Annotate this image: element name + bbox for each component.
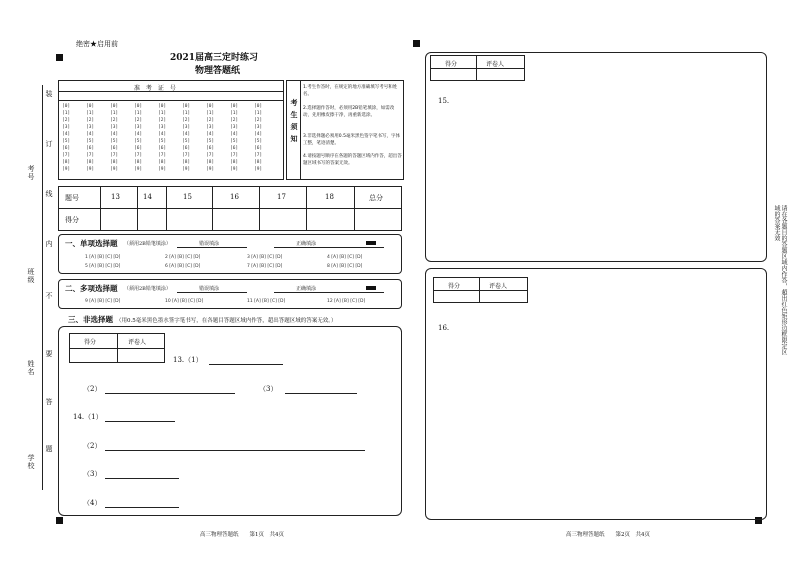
title-line1: 2021届高三定时练习	[170, 53, 259, 63]
grader-table-q15	[430, 55, 525, 81]
margin-label-banji: 班级	[27, 268, 35, 284]
section1-correct-label: 正确填涂	[296, 241, 317, 247]
q13-1-label: 13.（1）	[173, 356, 203, 364]
exam-col-7[interactable]: [0] [1] [2] [3] [4] [5] [6] [7] [8] [9]	[206, 104, 215, 172]
exam-number-grid	[58, 80, 284, 180]
grader-name-label-q15: 评卷人	[486, 61, 505, 68]
notice-item-4: 4.请按题号顺序在各题的答题区域内作答，超出答题区域书写的答案无效。	[303, 154, 402, 166]
corner-mark-top-left	[56, 54, 63, 61]
footer-left: 高三物理答题纸 第1页 共4页	[200, 532, 284, 538]
correct-fill-sample-2	[366, 286, 376, 290]
section1-box	[58, 234, 402, 274]
score-header-16: 16	[230, 193, 239, 201]
score-row-label: 得分	[65, 216, 79, 224]
mc-item-7[interactable]: 7 [A] [B] [C] [D]	[247, 264, 283, 269]
score-header-18: 18	[325, 193, 334, 201]
margin-label-xuexiao: 学校	[27, 454, 35, 470]
grader-score-label-left: 得分	[84, 339, 97, 346]
q13-2-label: （2）	[83, 385, 102, 393]
section3-title: 三、非选择题	[68, 315, 113, 324]
q15-answer-box	[425, 52, 767, 262]
exam-col-8[interactable]: [0] [1] [2] [3] [4] [5] [6] [7] [8] [9]	[230, 104, 239, 172]
q13-3-answer-line[interactable]	[285, 393, 357, 394]
notice-box	[286, 80, 404, 180]
score-header-13: 13	[111, 193, 120, 201]
grader-name-label-left: 评卷人	[128, 339, 147, 346]
q13-2-answer-line[interactable]	[105, 393, 235, 394]
corner-mark-top-mid	[413, 40, 420, 47]
score-table	[58, 186, 402, 231]
q16-answer-box	[425, 268, 767, 520]
score-header-17: 17	[277, 193, 286, 201]
exam-col-1[interactable]: [0] [1] [2] [3] [4] [5] [6] [7] [8] [9]	[62, 104, 71, 172]
grader-table-left	[69, 333, 165, 363]
binding-char-2: 订	[45, 140, 53, 148]
binding-char-5: 不	[45, 292, 53, 300]
grader-name-label-q16: 评卷人	[489, 283, 508, 290]
notice-item-2: 2.选择题作答时，必须用2B铅笔填涂，如需改动，先用橡皮擦干净，再重新选涂。	[303, 106, 395, 118]
section1-wrong-label: 错误填涂	[199, 241, 220, 247]
q14-4-label: （4）	[83, 499, 102, 507]
side-warning: 请在各题目的答题区域内作答，超出红色矩形边框限定区域的答案无效	[773, 205, 787, 355]
q14-3-answer-line[interactable]	[105, 478, 179, 479]
grader-table-q16	[433, 277, 528, 303]
correct-fill-sample-1	[366, 241, 376, 245]
exam-col-6[interactable]: [0] [1] [2] [3] [4] [5] [6] [7] [8] [9]	[182, 104, 191, 172]
exam-col-9[interactable]: [0] [1] [2] [3] [4] [5] [6] [7] [8] [9]	[254, 104, 263, 172]
mc-item-6[interactable]: 6 [A] [B] [C] [D]	[165, 264, 201, 269]
margin-line	[42, 85, 43, 490]
q16-label: 16.	[438, 324, 450, 332]
exam-number-header: 准 考 证 号	[134, 85, 178, 92]
mc-item-10[interactable]: 10 [A] [B] [C] [D]	[165, 299, 204, 304]
section2-box	[58, 279, 402, 309]
margin-label-kaohao: 考号	[27, 165, 35, 181]
binding-char-3: 线	[45, 190, 53, 198]
binding-char-8: 题	[45, 445, 53, 453]
q14-2-label: （2）	[83, 442, 102, 450]
q13-1-answer-line[interactable]	[209, 364, 283, 365]
section2-correct-label: 正确填涂	[296, 286, 317, 292]
section2-wrong-label: 错误填涂	[199, 286, 220, 292]
q14-1-label: 14.（1）	[73, 413, 103, 421]
mc-item-3[interactable]: 3 [A] [B] [C] [D]	[247, 255, 283, 260]
section2-note: （须用2B铅笔填涂）	[124, 286, 171, 292]
exam-col-3[interactable]: [0] [1] [2] [3] [4] [5] [6] [7] [8] [9]	[110, 104, 119, 172]
grader-score-label-q16: 得分	[448, 283, 461, 290]
section3-answer-box	[58, 326, 402, 516]
mc-item-5[interactable]: 5 [A] [B] [C] [D]	[85, 264, 121, 269]
q14-2-answer-line[interactable]	[105, 450, 365, 451]
mc-item-12[interactable]: 12 [A] [B] [C] [D]	[327, 299, 366, 304]
q14-4-answer-line[interactable]	[105, 507, 179, 508]
title-line2: 物理答题纸	[195, 66, 241, 76]
margin-label-xingming: 姓名	[27, 360, 35, 376]
score-header-total: 总分	[369, 194, 383, 202]
binding-char-1: 装	[45, 90, 53, 98]
mc-item-4[interactable]: 4 [A] [B] [C] [D]	[327, 255, 363, 260]
section2-title: 二、多项选择题	[65, 284, 118, 293]
grader-score-label-q15: 得分	[445, 61, 458, 68]
mc-item-1[interactable]: 1 [A] [B] [C] [D]	[85, 255, 121, 260]
section1-note: （须用2B铅笔填涂）	[124, 241, 171, 247]
exam-col-4[interactable]: [0] [1] [2] [3] [4] [5] [6] [7] [8] [9]	[134, 104, 143, 172]
notice-item-1: 1.考生作答时，在规定的地方准确填写考号和姓名。	[303, 85, 398, 97]
mc-item-2[interactable]: 2 [A] [B] [C] [D]	[165, 255, 201, 260]
notice-item-3: 3.非选择题必须用0.5毫米黑色签字笔书写，字体工整，笔迹清楚。	[303, 134, 400, 146]
q14-1-answer-line[interactable]	[105, 421, 175, 422]
footer-right: 高三物理答题纸 第2页 共4页	[566, 532, 650, 538]
section3-note: （用0.5毫米黑色墨水签字笔书写，在各题目答题区域内作答，超出答题区域的答案无效。）	[116, 318, 337, 324]
score-header-15: 15	[183, 193, 192, 201]
score-header-14: 14	[143, 193, 152, 201]
binding-char-4: 内	[45, 240, 53, 248]
mc-item-9[interactable]: 9 [A] [B] [C] [D]	[85, 299, 121, 304]
exam-col-2[interactable]: [0] [1] [2] [3] [4] [5] [6] [7] [8] [9]	[86, 104, 95, 172]
notice-label: 考生须知	[290, 99, 299, 147]
mc-item-8[interactable]: 8 [A] [B] [C] [D]	[327, 264, 363, 269]
binding-char-6: 要	[45, 350, 53, 358]
q14-3-label: （3）	[83, 470, 102, 478]
q13-3-label: （3）	[259, 385, 278, 393]
secret-label: 绝密★启用前	[76, 40, 118, 48]
exam-col-5[interactable]: [0] [1] [2] [3] [4] [5] [6] [7] [8] [9]	[158, 104, 167, 172]
q15-label: 15.	[438, 97, 450, 105]
score-header-tihao: 题号	[65, 194, 79, 202]
section1-title: 一、单项选择题	[65, 239, 118, 248]
binding-char-7: 答	[45, 398, 53, 406]
mc-item-11[interactable]: 11 [A] [B] [C] [D]	[247, 299, 286, 304]
corner-mark-bottom-left	[56, 517, 63, 524]
